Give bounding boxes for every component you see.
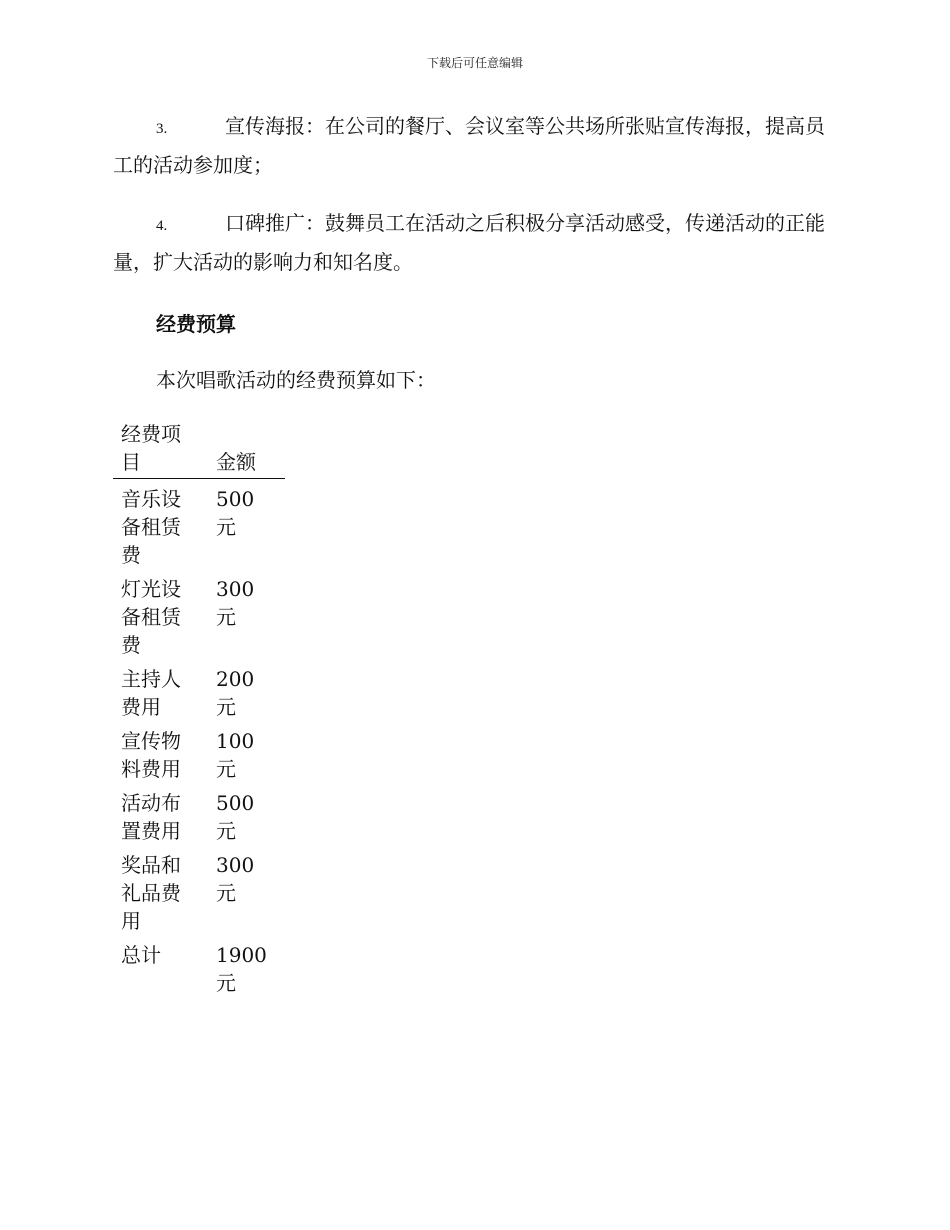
page-header-note: 下载后可任意编辑: [426, 56, 523, 70]
item-cell: 音乐设备租赁费: [121, 487, 181, 567]
table-row: [113, 479, 285, 576]
section-heading: 经费预算: [156, 312, 236, 336]
table-row: [113, 789, 285, 851]
table-header-row: [113, 420, 285, 479]
list-item-4: [113, 205, 835, 280]
table-row: [113, 665, 285, 727]
table-row: [113, 575, 285, 665]
table-row: [113, 851, 285, 941]
amount-cell: 300元: [216, 577, 255, 629]
item-cell: 宣传物料费用: [121, 729, 181, 781]
amount-cell: 500元: [216, 791, 255, 843]
item-cell: 奖品和礼品费用: [121, 853, 181, 933]
amount-cell: 200元: [216, 667, 255, 719]
budget-table: [113, 420, 285, 1003]
amount-cell: 1900元: [216, 943, 267, 995]
amount-cell: 300元: [216, 853, 255, 905]
table-row-total: [113, 941, 285, 1003]
item-cell: 主持人费用: [121, 667, 181, 719]
item-cell: 活动布置费用: [121, 791, 181, 843]
table-row: [113, 727, 285, 789]
list-text: 口碑推广：鼓舞员工在活动之后积极分享活动感受，传递活动的正能量，扩大活动的影响力和知名度。: [113, 211, 825, 274]
section-intro: 本次唱歌活动的经费预算如下：: [156, 368, 436, 392]
item-cell: 灯光设备租赁费: [121, 577, 181, 657]
list-number: 3.: [156, 121, 168, 137]
amount-cell: 500元: [216, 487, 255, 539]
list-number: 4.: [156, 218, 168, 234]
list-text: 宣传海报：在公司的餐厅、会议室等公共场所张贴宣传海报，提高员工的活动参加度；: [113, 114, 825, 177]
header-amount: 金额: [216, 420, 285, 479]
item-cell: 总计: [121, 943, 161, 967]
header-item: 经费项目: [113, 420, 216, 479]
list-item-3: [113, 108, 835, 183]
amount-cell: 100元: [216, 729, 255, 781]
